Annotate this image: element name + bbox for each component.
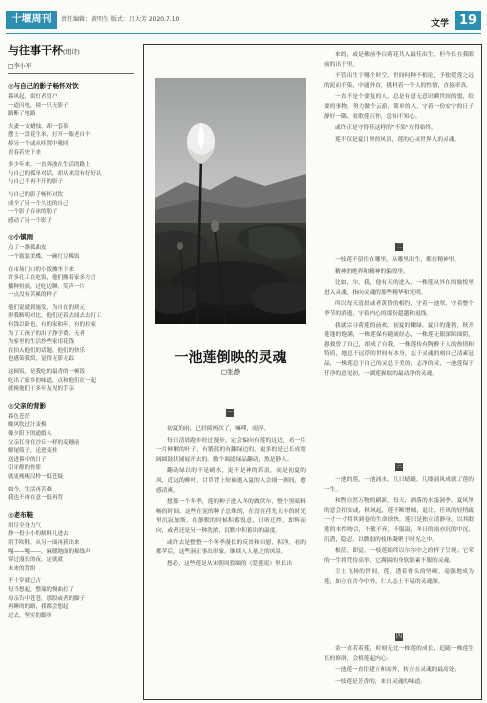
article-author: □张静 [220, 368, 241, 376]
poem-stanza [8, 413, 134, 482]
poem-line: 青春若史下来 [8, 149, 42, 156]
article-paragraph: 翻动绿以的不是刷水，更不是神的若浪，而是初夏的风，近远的醉叶，甘草背上短袖逝入夏的人会细一刹间，愈感清爽。 [156, 468, 306, 494]
poem-line: 我也不再在意一低再背 [8, 495, 64, 502]
section-name: 文学 [431, 19, 450, 29]
poem-line: 如今，生活再苦难 [8, 486, 53, 493]
poem-section-heading: ◎老布鞋 [8, 510, 34, 519]
poem-stanza [8, 93, 134, 119]
poem-stanza [8, 577, 134, 620]
poem-line: 与自己不再不开的影子 [8, 179, 64, 186]
poem-stanza [8, 266, 134, 300]
article-paragraph: 比如，尔，我，他有天的进入，一株莲从外在的愉悦里进入灵魂，指向灵魂的那些精华和光明。 [324, 280, 474, 296]
poem-line: 与自己的孤单对话，却从来没有好好认 [8, 170, 102, 177]
poem-line: 解尾简子，送进麦桂 [8, 448, 58, 455]
poem-line: 像夕阳下的通婚人 [8, 431, 53, 437]
article-paragraph: 精神的绝界和精神的偏徨里。 [335, 268, 409, 275]
section-mark: 四 [395, 633, 402, 640]
poem-line: 这顿饭，是我吃的最香的一顿饭 [8, 369, 86, 376]
poem-line: 点了一盏孤曲皮 [8, 245, 47, 252]
article-title: 一池莲倒映的灵魂 [174, 350, 287, 366]
poem-line: 晚风吹过汁麦梅 [8, 422, 47, 429]
poem-line: 为了工孩子的出子挣学费，无者 [8, 330, 86, 337]
page-number: 19 [455, 11, 481, 30]
article-paragraph: 想必，这些莲是从宋朝周敦颐的《爱莲说》里长出 [167, 560, 293, 567]
masthead: 十堰周刊 [6, 11, 57, 29]
feature-article-left [143, 44, 317, 700]
poem-line: 夫妻一支蜡烛，却一套茶 [8, 123, 69, 130]
article-paragraph: 一池的莲，一池涌水，几只蜻蜓，几缕涌风成就了莲的一生。 [324, 477, 474, 493]
poem-line: 一个瓶装美蝶，一碗红豆稀饭 [8, 253, 80, 260]
article-paragraph: 每日清晨跑步经过漫步，定会偏向有莲的这边，看一片一片鲜解的叶子，有锻蓝的有翻绿边的，更多的是已长成宽阔圆鼓状铺展开去的。数个调滤绿品翻动，熬是静人。 [156, 437, 306, 463]
poem-line: 感动了另一个影子 [8, 217, 53, 224]
section-mark: 三 [395, 463, 402, 470]
poem-line: 暮风起，街灯者冒户 [8, 94, 58, 100]
article-body-c [324, 476, 474, 631]
poem-line: 一道闪电，撞一只无影子 [8, 102, 69, 109]
poem-line: 路断了电路 [8, 111, 36, 118]
poem-line: 成全了另一个久违的自己 [8, 200, 69, 207]
poem-line: 播种扮演，过吃边聊，笑声一片 [8, 283, 86, 290]
lotus-photo-graphic [155, 78, 306, 324]
poem-line: 再睡的的路，我都会想起 [8, 604, 69, 611]
poem-author: □李小军 [8, 63, 32, 70]
poem-line: 摆上一盘花生米，打开一瓶老自个 [8, 132, 91, 139]
poem-line: 在市场门口的小饭摊坐下来 [8, 266, 75, 273]
article-paragraph: 或许正是守得佳这样的"不染"方得始终。 [335, 125, 437, 132]
article-paragraph: 一池莲一直住建立和而外，转立在灵魂的最高处； [335, 667, 461, 674]
article-paragraph: 一枝莲不留住在哪里，从哪里出生，都在精神里。 [335, 257, 461, 263]
poem-line: 掉另一个或从哇置中吸回 [8, 140, 69, 147]
header-rule [6, 33, 481, 34]
poem-line: 用尽全身力气 [8, 522, 42, 529]
poem-line: 一个影子在冰的肋子 [8, 209, 58, 216]
article-body-d [324, 645, 474, 697]
article-body-b [324, 256, 474, 461]
poem-line: 就像他们于多年友见的手亲 [8, 386, 75, 393]
poem-line: 也感染我窝，觉得无影无踪 [8, 356, 75, 363]
article-paragraph: 我就宗寻荷莲的前欢，初夏的嫩绿，夏日的蓬勃，秋开莲蓬的饱满，一株莲保有随流经志，一株莲无限深陷图阴，愚救曾了自己，却成了自我，一株莲传有陶醉于人的热情和特质，她总于远浮的世间有本身，忘于灵魂的刻自己清素冠晶，一株莲总于自己的灵总于美的，志净的灵，一池莲保于仟净的意见初，一湖莲握取的最动净的灵魂。 [324, 322, 474, 377]
poem-line: 穿过漫长的夜，定就就 [8, 557, 64, 564]
poem-stanza [8, 368, 134, 394]
poem-line: 吃出了家乡的味道，点和他们在一起 [8, 377, 97, 384]
article-paragraph: 初夏的雨，已轻阅两次了，嘛噗，雨淬。 [167, 426, 270, 432]
poetry-column [8, 44, 134, 698]
issue-info: 责任编辑：黄明生 版式：吕大芳 2020.7.10 [61, 16, 180, 23]
poem-line: 他们说就到施发，为自在的到元 [8, 304, 86, 311]
poem-stanza [8, 244, 134, 261]
feature-article-right [316, 44, 482, 700]
poem-line: 不十岁就已占 [8, 578, 42, 585]
poem-divider [8, 73, 134, 74]
article-paragraph: 一枝莲是芳香的，来自灵魂的味道。 [335, 678, 426, 685]
poem-stanza [8, 522, 134, 574]
poem-line: 一点没有苦累的样子 [8, 292, 58, 299]
poem-section-heading: ◎父亲的背影 [8, 401, 47, 410]
article-paragraph: 或许去是整整一个冬季漫长的反省和自慰，积净，看的都苹后，这些洞正事出形象，继续人人量之的风景。 [156, 539, 306, 556]
poem-line: 每当想起，整瑞的慢曲打了 [8, 586, 75, 593]
poem-line: 父亲扛身在沙丘一样的麦穗前 [8, 439, 80, 446]
article-body-a [324, 51, 474, 241]
poem-title [8, 44, 134, 60]
poem-title-text: 与往事干杯 [8, 44, 63, 57]
article-paragraph: 和煦自然万物的刷新，每天，洒落的水蛋洞季，夏风里的意会扣实或，秋风起，莲不断增城，退让，任风的轻悄疏一寸一寸将其到卷的生命徐快，莲只是独立清静身，以其眠莲的本性吻合，不敏不弃，不服温，冬日的雨亦沉的中沉，沉潜，隐忍，以微弱的枝体凝聚于时光之中。 [324, 498, 474, 543]
lotus-photo [155, 78, 306, 324]
poem-line: 嘎——嘎——，麻腰地面的棉线声 [8, 548, 91, 555]
poem-stanza [8, 304, 134, 364]
article-paragraph: 想那一个冬季，莲的种子进入冬的做伏尔，整个黑暗料畅的时间，这些在泥的种子总殊的，在没在荏先天丰的时光里沉寂加斯，在静默的时候积蓄锐意，日昕迁绊，即辉而向，或者还是另一种洗浓，沉默中积蓄出的温度。 [156, 499, 306, 534]
poem-line: 用手吹鞋，从另一面再获出来 [8, 539, 80, 546]
article-paragraph: 尘土飞扬的世间，莲，透着骨头的坚硬，毫强地成为莲，如立在否今中外，仁人志士不易的灵魂深。 [324, 569, 474, 585]
poem-sections [8, 81, 134, 620]
article-paragraph: 金一直若着莲，时刻无比一株莲的成长，追随一株莲生长的修洛，会格莲起内心： [324, 646, 474, 662]
poem-stanza [8, 161, 134, 187]
poem-line: 过去，坚实的脚步 [8, 612, 53, 619]
poem-line: 有钱以卧也，有的家和年，有的拉家 [8, 322, 97, 329]
poem-line: 未来的背组 [8, 565, 36, 572]
poem-line: 许多孔工在吃饭，他们搬着家多方言 [8, 275, 97, 282]
poem-section-heading: ◎与自己的影子畅怀对饮 [8, 82, 79, 90]
section-mark: 二 [395, 243, 402, 250]
poem-line: 挣一投小小的制料几进去 [8, 531, 69, 538]
poem-stanza [8, 123, 134, 157]
poem-line: 多少年来，一直奔波在生活的路上 [8, 162, 91, 169]
article-body-left [156, 425, 306, 695]
poem-line: 暮色苍茫 [8, 413, 31, 420]
poem-line: 送进暮中的日子 [8, 456, 47, 463]
section-mark: 一 [226, 409, 233, 416]
article-paragraph: 莲不仅是夏日里的风景，莲的心灵世界人的灵魂。 [335, 136, 461, 143]
poem-line: 母亲告中苍苍，那股或者的脚子 [8, 595, 86, 602]
poem-line: 与自己的影子畅怀对饮 [8, 191, 64, 198]
poem-line: 形我断明对比，他们还着去闻去去打工 [8, 313, 102, 320]
poem-stanza [8, 486, 134, 503]
poem-line: 为家里的生活抄些家用花钱 [8, 339, 75, 346]
article-paragraph: 根莅，即觉，一枝莲始终以尔尔中之的样子呈现；它荣的一生将凭侍高举，它满搞的身软影素不服的灵魂。 [324, 548, 474, 564]
poem-section-heading: ◎小镇雨 [8, 233, 34, 242]
article-paragraph: 不管出生于哪个时空，世间何种不相论，予独爱莲之远的泥而不染，中通外直，挑村着一个人的性情，直接率真。 [324, 73, 474, 89]
newspaper-header [0, 0, 487, 38]
article-paragraph: 来的，或是佛前李白荷花共入最佳出生，但今长在我眼前的出于里。 [324, 52, 474, 68]
poem-stanza [8, 191, 134, 225]
poem-line: 就更瘦瘦汉样一低苍疑 [8, 473, 64, 480]
article-paragraph: 一直不是个要复的人，总是有意无意识瞬世间的盟，给要的事物，努力做个云游，简单的人，守着一份安宁的日子静好一隅。看歌莲召你，总知不知心。 [324, 94, 474, 120]
poem-line: 引牙醇的骨影 [8, 465, 42, 472]
article-paragraph: 所以每天清晨或者黄昏的相约，守着一池翠，守着整个季节的消逝，守着内心的那份超越和退线。 [324, 301, 474, 317]
poem-title-note: (组诗) [63, 49, 80, 56]
poem-line: 在拍入他们的话题，他们的快乐 [8, 347, 86, 354]
